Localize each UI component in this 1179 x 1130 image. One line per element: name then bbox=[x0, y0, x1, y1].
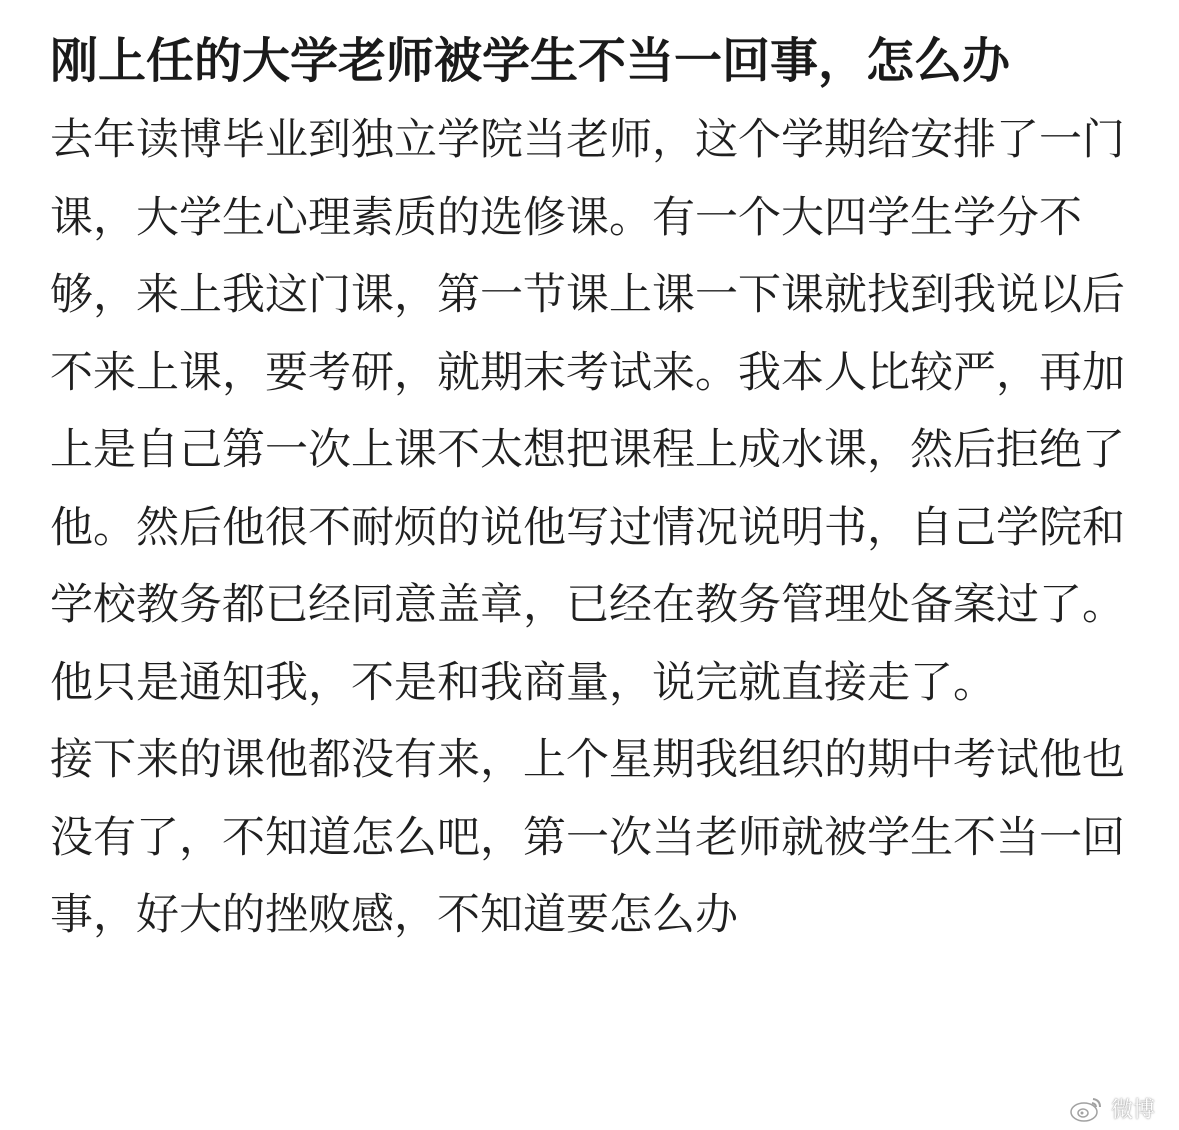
post-body bbox=[50, 102, 1140, 955]
watermark bbox=[1069, 1093, 1155, 1124]
post-container bbox=[50, 30, 1140, 955]
watermark-text: 微博 bbox=[1110, 1098, 1155, 1123]
post-paragraph: 去年读博毕业到独立学院当老师，这个学期给安排了一门课，大学生心理素质的选修课。有一个大四学生学分不够，来上我这门课，第一节课上课一下课就找到我说以后不来上课，要考研，就期末考试来。我本人比较严，再加上是自己第一次上课不太想把课程上成水课，然后拒绝了他。然后他很不耐烦的说他写过情况说明书，自己学院和学校教务都已经同意盖章，已经在教务管理处备案过了。他只是通知我，不是和我商量，说完就直接走了。 bbox=[50, 115, 1125, 708]
post-paragraph: 接下来的课他都没有来，上个星期我组织的期中考试他也没有了，不知道怎么吧，第一次当老师就被学生不当一回事，好大的挫败感，不知道要怎么办 bbox=[50, 735, 1125, 940]
weibo-logo-icon bbox=[1069, 1095, 1103, 1123]
post-title: 刚上任的大学老师被学生不当一回事，怎么办 bbox=[50, 33, 1011, 89]
